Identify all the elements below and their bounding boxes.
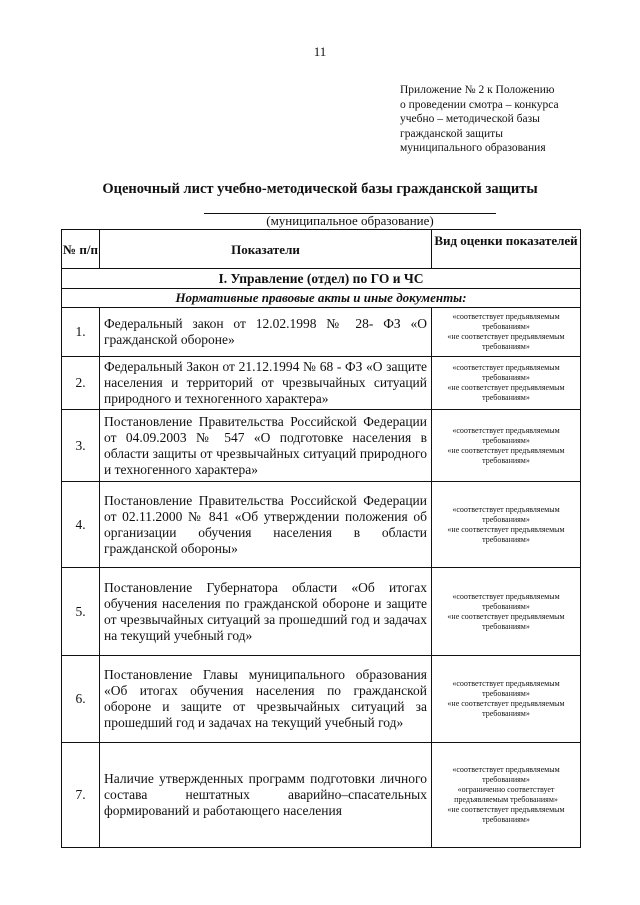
subsection-title: Нормативные правовые акты и иные документы: bbox=[62, 289, 581, 308]
evaluation-table bbox=[61, 229, 581, 848]
table-header-row bbox=[62, 230, 581, 269]
rating-option: «соответствует предъявляемым требованиям» bbox=[452, 591, 560, 611]
rating-option: «соответствует предъявляемым требованиям» bbox=[452, 765, 560, 784]
table-row bbox=[62, 568, 581, 656]
row-number: 1. bbox=[62, 308, 100, 357]
rating-option: «не соответствует предъявляемым требованиям» bbox=[447, 699, 565, 718]
table-row bbox=[62, 410, 581, 482]
row-indicator: Постановление Правительства Российской Федерации от 04.09.2003 № 547 «О подготовке населения в области защиты от чрезвычайных ситуаций природного и техногенного характера» bbox=[100, 410, 432, 482]
row-indicator: Постановление Правительства Российской Федерации от 02.11.2000 № 841 «Об утверждении положения об организации обучения населения в области гражданской обороны» bbox=[100, 482, 432, 568]
appendix-line: Приложение № 2 к Положению bbox=[400, 84, 555, 96]
row-number: 3. bbox=[62, 410, 100, 482]
row-indicator: Постановление Губернатора области «Об итогах обучения населения по гражданской обороне и защите от чрезвычайных ситуаций за прошедший год и задачах на текущий учебный год» bbox=[100, 568, 432, 656]
appendix-line: учебно – методической базы bbox=[400, 113, 540, 125]
municipality-label: (муниципальное образование) bbox=[266, 213, 434, 228]
rating-option: «соответствует предъявляемым требованиям» bbox=[452, 425, 560, 445]
row-indicator: Федеральный закон от 12.02.1998 № 28- ФЗ «О гражданской обороне» bbox=[100, 308, 432, 357]
row-number: 2. bbox=[62, 357, 100, 410]
table-row bbox=[62, 357, 581, 410]
appendix-line: гражданской защиты bbox=[400, 127, 503, 140]
rating-option: «соответствует предъявляемым требованиям» bbox=[452, 679, 560, 698]
rating-option: «не соответствует предъявляемым требованиям» bbox=[447, 524, 565, 544]
table-row bbox=[62, 743, 581, 848]
header-num: № п/п bbox=[62, 230, 100, 269]
section-row bbox=[62, 269, 581, 289]
table-row bbox=[62, 656, 581, 743]
row-indicator: Наличие утвержденных программ подготовки личного состава нештатных аварийно–спасательных формирований и работающего населения bbox=[100, 743, 432, 848]
row-rating bbox=[432, 410, 581, 482]
rating-option: «ограниченно соответствует предъявляемым требованиям» bbox=[454, 785, 558, 804]
row-number: 5. bbox=[62, 568, 100, 656]
row-rating bbox=[432, 656, 581, 743]
row-number: 4. bbox=[62, 482, 100, 568]
row-number: 6. bbox=[62, 656, 100, 743]
rating-option: «соответствует предъявляемым требованиям» bbox=[452, 504, 560, 524]
subsection-row bbox=[62, 289, 581, 308]
header-rating: Вид оценки показателей bbox=[432, 230, 581, 269]
row-rating bbox=[432, 482, 581, 568]
rating-option: «не соответствует предъявляемым требованиям» bbox=[447, 383, 565, 402]
row-rating bbox=[432, 308, 581, 357]
section-title: I. Управление (отдел) по ГО и ЧС bbox=[62, 269, 581, 289]
rating-option: «соответствует предъявляемым требованиям» bbox=[452, 363, 560, 382]
appendix-note bbox=[400, 83, 600, 156]
rating-option: «соответствует предъявляемым требованиям» bbox=[452, 312, 560, 331]
table-row bbox=[62, 308, 581, 357]
rating-option: «не соответствует предъявляемым требованиям» bbox=[447, 332, 565, 351]
row-indicator: Федеральный Закон от 21.12.1994 № 68 - ФЗ «О защите населения и территорий от чрезвычайных ситуаций природного и техногенного характера» bbox=[100, 357, 432, 410]
rating-option: «не соответствует предъявляемым требованиям» bbox=[447, 805, 565, 824]
rating-option: «не соответствует предъявляемым требованиям» bbox=[447, 611, 565, 631]
row-rating bbox=[432, 568, 581, 656]
appendix-line: о проведении смотра – конкурса bbox=[400, 98, 559, 111]
row-rating bbox=[432, 357, 581, 410]
document-title: Оценочный лист учебно-методической базы гражданской защиты bbox=[102, 181, 538, 197]
row-indicator: Постановление Главы муниципального образования «Об итогах обучения населения по гражданской обороне и защите от чрезвычайных ситуаций за прошедший год и задачах на текущий учебный год» bbox=[100, 656, 432, 743]
page-number: 11 bbox=[313, 44, 327, 59]
row-number: 7. bbox=[62, 743, 100, 848]
appendix-line: муниципального образования bbox=[400, 142, 546, 154]
table-row bbox=[62, 482, 581, 568]
header-indicators: Показатели bbox=[100, 230, 432, 269]
rating-option: «не соответствует предъявляемым требованиям» bbox=[447, 445, 565, 465]
row-rating bbox=[432, 743, 581, 848]
